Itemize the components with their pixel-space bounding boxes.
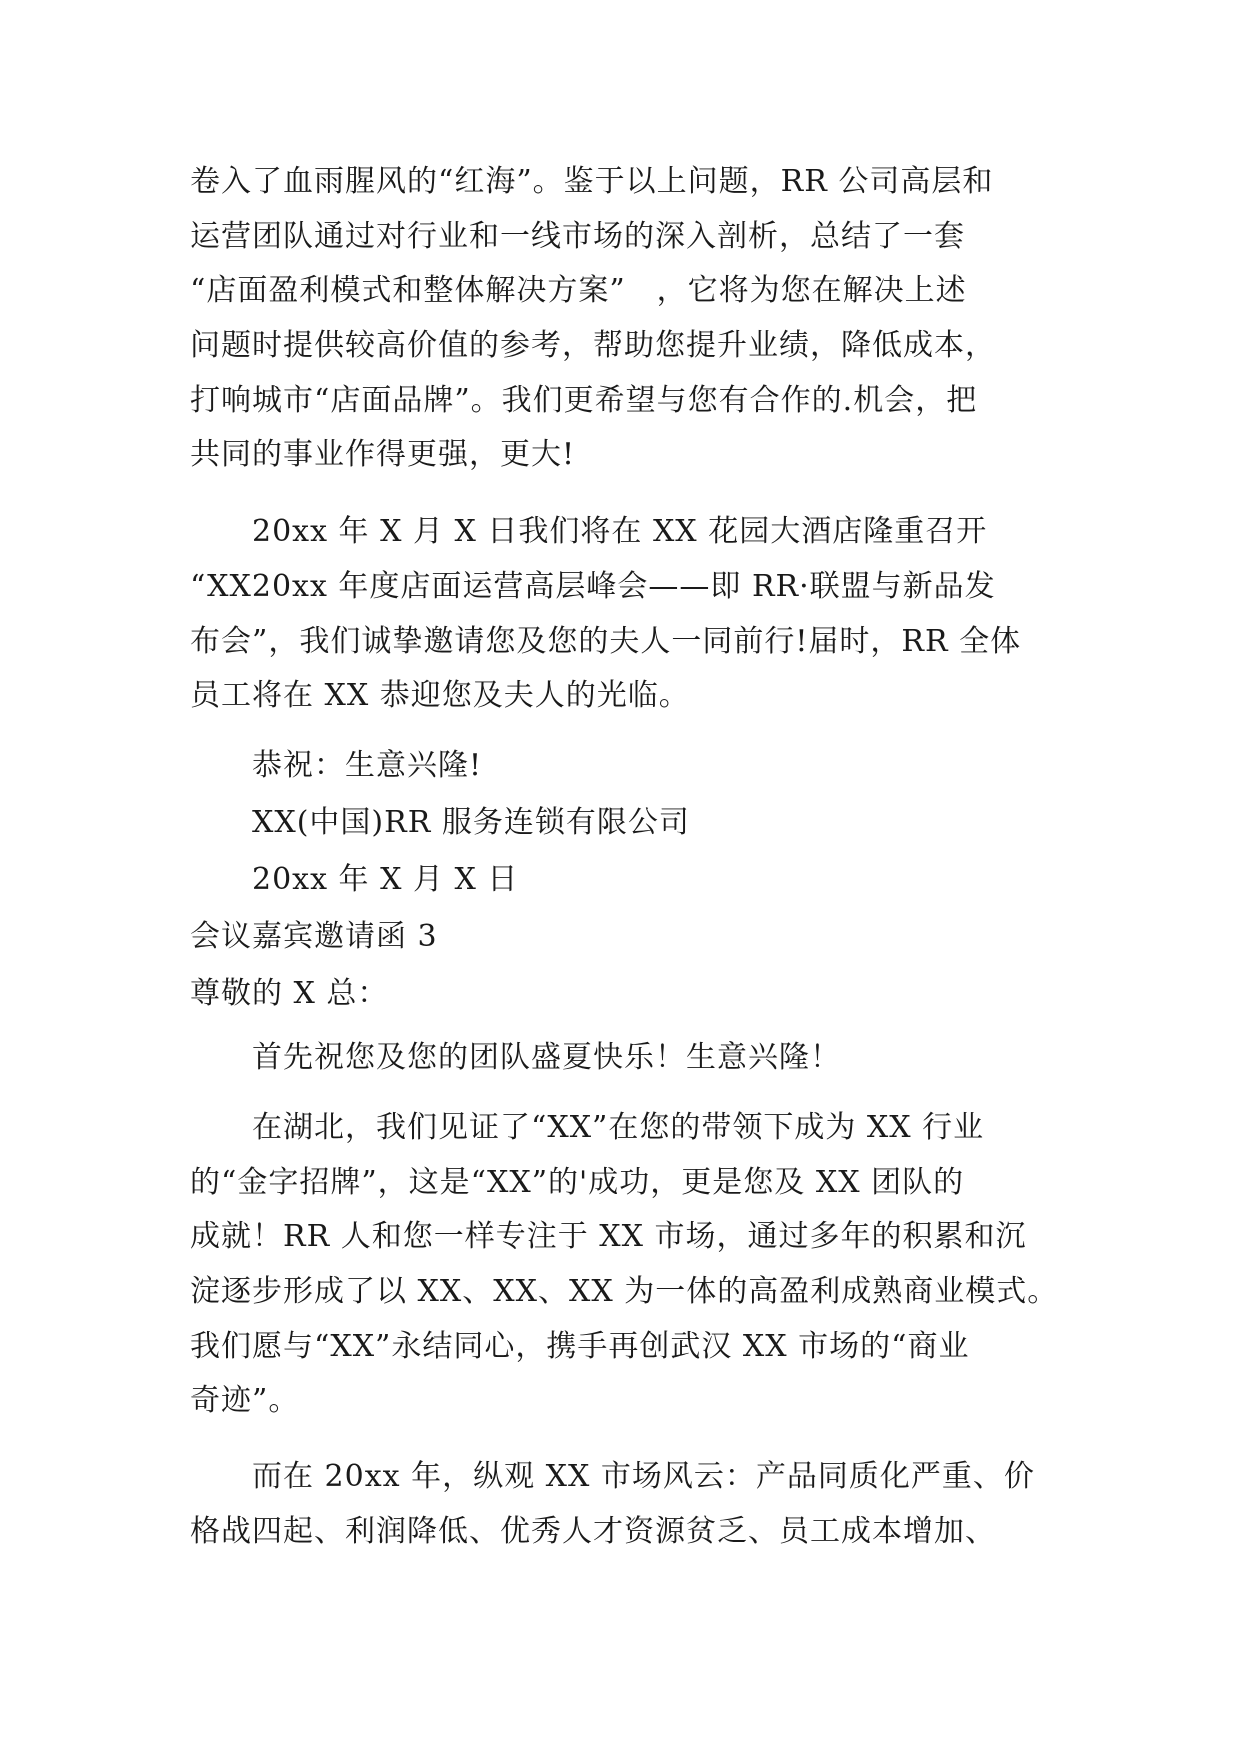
paragraph-line: 成就！RR 人和您一样专注于 XX 市场，通过多年的积累和沉 bbox=[190, 1219, 1027, 1254]
paragraph-line: 格战四起、利润降低、优秀人才资源贫乏、员工成本增加、 bbox=[190, 1514, 996, 1549]
salutation: 尊敬的 X 总： bbox=[190, 976, 389, 1011]
section-title: 会议嘉宾邀请函 3 bbox=[190, 919, 438, 954]
signature-date: 20xx 年 X 月 X 日 bbox=[252, 862, 519, 897]
paragraph-line: “XX20xx 年度店面运营高层峰会——即 RR·联盟与新品发 bbox=[190, 569, 996, 604]
paragraph-line: 员工将在 XX 恭迎您及夫人的光临。 bbox=[190, 678, 690, 713]
paragraph-line: 共同的事业作得更强，更大! bbox=[190, 437, 576, 472]
paragraph-line: 布会”，我们诚挚邀请您及您的夫人一同前行!届时，RR 全体 bbox=[190, 624, 1022, 659]
paragraph-line: 淀逐步形成了以 XX、XX、XX 为一体的高盈利成熟商业模式。 bbox=[190, 1274, 1059, 1309]
paragraph-line: 首先祝您及您的团队盛夏快乐！生意兴隆！ bbox=[252, 1040, 841, 1075]
paragraph-line: 的“金字招牌”，这是“XX”的'成功，更是您及 XX 团队的 bbox=[190, 1165, 965, 1200]
paragraph-line: 我们愿与“XX”永结同心，携手再创武汉 XX 市场的“商业 bbox=[190, 1329, 970, 1364]
closing-greeting: 恭祝：生意兴隆! bbox=[252, 748, 483, 783]
paragraph-line: “店面盈利模式和整体解决方案” ，它将为您在解决上述 bbox=[190, 273, 967, 308]
paragraph-line: 卷入了血雨腥风的“红海”。鉴于以上问题，RR 公司高层和 bbox=[190, 164, 994, 199]
paragraph-line: 运营团队通过对行业和一线市场的深入剖析，总结了一套 bbox=[190, 219, 965, 254]
paragraph-line: 奇迹”。 bbox=[190, 1383, 300, 1418]
paragraph-line: 问题时提供较高价值的参考，帮助您提升业绩，降低成本， bbox=[190, 328, 996, 363]
paragraph-line: 而在 20xx 年，纵观 XX 市场风云：产品同质化严重、价 bbox=[252, 1459, 1035, 1494]
paragraph-line: 在湖北，我们见证了“XX”在您的带领下成为 XX 行业 bbox=[252, 1110, 985, 1145]
signature-company: XX(中国)RR 服务连锁有限公司 bbox=[252, 805, 690, 840]
paragraph-line: 打响城市“店面品牌”。我们更希望与您有合作的.机会，把 bbox=[190, 383, 978, 418]
paragraph-line: 20xx 年 X 月 X 日我们将在 XX 花园大酒店隆重召开 bbox=[252, 514, 988, 549]
